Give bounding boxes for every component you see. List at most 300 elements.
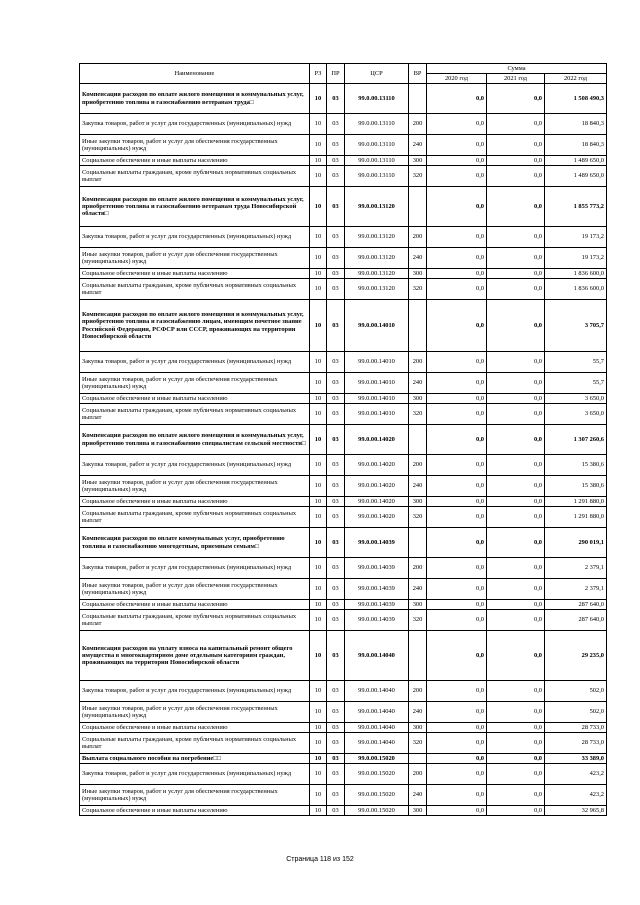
cell-2021: 0,0 xyxy=(487,248,545,269)
table-row xyxy=(80,579,607,600)
cell-vr: 200 xyxy=(409,681,427,702)
cell-csr: 99.0.00.14040 xyxy=(345,631,409,681)
table-row xyxy=(80,394,607,404)
table-row xyxy=(80,507,607,528)
cell-2021: 0,0 xyxy=(487,497,545,507)
cell-2020: 0,0 xyxy=(427,269,487,279)
cell-vr: 300 xyxy=(409,723,427,733)
cell-2021: 0,0 xyxy=(487,610,545,631)
cell-2021: 0,0 xyxy=(487,279,545,300)
cell-2022: 287 640,0 xyxy=(545,600,607,610)
cell-2021: 0,0 xyxy=(487,227,545,248)
cell-csr: 99.0.00.14039 xyxy=(345,579,409,600)
cell-pr: 03 xyxy=(327,269,345,279)
cell-2021: 0,0 xyxy=(487,702,545,723)
cell-pr: 03 xyxy=(327,681,345,702)
cell-name: Компенсация расходов по оплате жилого помещения и коммунальных услуг, приобретению топлива и газоснабжению лицам, имеющим почетное звание Российской Федерации, РСФСР или СССР, проживающих на территории Новосибирской области xyxy=(80,300,310,352)
cell-csr: 99.0.00.15020 xyxy=(345,806,409,816)
table-row xyxy=(80,404,607,425)
cell-2020: 0,0 xyxy=(427,476,487,497)
cell-csr: 99.0.00.14010 xyxy=(345,394,409,404)
cell-2022: 1 836 600,0 xyxy=(545,279,607,300)
header-name: Наименование xyxy=(80,64,310,84)
cell-2021: 0,0 xyxy=(487,754,545,764)
cell-name: Закупка товаров, работ и услуг для государственных (муниципальных) нужд xyxy=(80,114,310,135)
cell-2022: 502,0 xyxy=(545,681,607,702)
cell-csr: 99.0.00.14010 xyxy=(345,352,409,373)
cell-2020: 0,0 xyxy=(427,279,487,300)
table-row xyxy=(80,166,607,187)
table-row-heading xyxy=(80,300,607,352)
table-row-heading xyxy=(80,528,607,558)
cell-csr: 99.0.00.15020 xyxy=(345,785,409,806)
cell-name: Социальное обеспечение и иные выплаты населению xyxy=(80,156,310,166)
cell-csr: 99.0.00.14040 xyxy=(345,733,409,754)
cell-2020: 0,0 xyxy=(427,248,487,269)
table-row xyxy=(80,135,607,156)
cell-rz: 10 xyxy=(310,269,327,279)
cell-csr: 99.0.00.14020 xyxy=(345,497,409,507)
cell-2022: 1 489 650,0 xyxy=(545,156,607,166)
cell-name: Закупка товаров, работ и услуг для государственных (муниципальных) нужд xyxy=(80,764,310,785)
cell-name: Социальные выплаты гражданам, кроме публичных нормативных социальных выплат xyxy=(80,404,310,425)
cell-2021: 0,0 xyxy=(487,681,545,702)
cell-csr: 99.0.00.14040 xyxy=(345,702,409,723)
cell-name: Компенсация расходов по оплате коммунальных услуг, приобретению топлива и газоснабжению многодетным, приемным семьям□ xyxy=(80,528,310,558)
cell-pr: 03 xyxy=(327,600,345,610)
table-row-heading xyxy=(80,631,607,681)
cell-rz: 10 xyxy=(310,156,327,166)
cell-2022: 19 173,2 xyxy=(545,248,607,269)
cell-2020: 0,0 xyxy=(427,455,487,476)
cell-2022: 3 705,7 xyxy=(545,300,607,352)
cell-2022: 423,2 xyxy=(545,764,607,785)
cell-rz: 10 xyxy=(310,723,327,733)
cell-name: Иные закупки товаров, работ и услуг для обеспечения государственных (муниципальных) нужд xyxy=(80,785,310,806)
cell-rz: 10 xyxy=(310,579,327,600)
cell-2020: 0,0 xyxy=(427,600,487,610)
table-row-heading xyxy=(80,187,607,227)
table-row xyxy=(80,806,607,816)
cell-2021: 0,0 xyxy=(487,135,545,156)
cell-name: Закупка товаров, работ и услуг для государственных (муниципальных) нужд xyxy=(80,455,310,476)
cell-name: Иные закупки товаров, работ и услуг для обеспечения государственных (муниципальных) нужд xyxy=(80,579,310,600)
cell-vr xyxy=(409,528,427,558)
cell-rz: 10 xyxy=(310,631,327,681)
cell-vr: 300 xyxy=(409,600,427,610)
cell-rz: 10 xyxy=(310,84,327,114)
cell-rz: 10 xyxy=(310,227,327,248)
cell-rz: 10 xyxy=(310,476,327,497)
cell-vr: 300 xyxy=(409,806,427,816)
cell-vr: 240 xyxy=(409,373,427,394)
table-row xyxy=(80,785,607,806)
cell-pr: 03 xyxy=(327,300,345,352)
cell-2022: 1 855 773,2 xyxy=(545,187,607,227)
table-row xyxy=(80,558,607,579)
cell-2022: 55,7 xyxy=(545,352,607,373)
cell-2022: 28 733,0 xyxy=(545,733,607,754)
cell-2021: 0,0 xyxy=(487,187,545,227)
cell-rz: 10 xyxy=(310,404,327,425)
cell-2022: 287 640,0 xyxy=(545,610,607,631)
cell-pr: 03 xyxy=(327,114,345,135)
cell-pr: 03 xyxy=(327,558,345,579)
cell-rz: 10 xyxy=(310,806,327,816)
cell-2021: 0,0 xyxy=(487,373,545,394)
cell-vr: 240 xyxy=(409,785,427,806)
cell-vr: 300 xyxy=(409,497,427,507)
cell-vr: 320 xyxy=(409,610,427,631)
cell-2020: 0,0 xyxy=(427,425,487,455)
cell-2021: 0,0 xyxy=(487,394,545,404)
cell-2020: 0,0 xyxy=(427,507,487,528)
cell-name: Компенсация расходов по оплате жилого помещения и коммунальных услуг, приобретению топлива и газоснабжению ветеранам труда Новосибирской области□ xyxy=(80,187,310,227)
cell-csr: 99.0.00.14039 xyxy=(345,600,409,610)
cell-name: Социальные выплаты гражданам, кроме публичных нормативных социальных выплат xyxy=(80,733,310,754)
cell-vr: 240 xyxy=(409,135,427,156)
cell-2021: 0,0 xyxy=(487,600,545,610)
cell-pr: 03 xyxy=(327,425,345,455)
page-number: Страница 118 из 152 xyxy=(286,856,354,863)
cell-name: Закупка товаров, работ и услуг для государственных (муниципальных) нужд xyxy=(80,558,310,579)
cell-2022: 502,0 xyxy=(545,702,607,723)
cell-csr: 99.0.00.13110 xyxy=(345,114,409,135)
cell-name: Социальные выплаты гражданам, кроме публичных нормативных социальных выплат xyxy=(80,610,310,631)
cell-2021: 0,0 xyxy=(487,631,545,681)
cell-rz: 10 xyxy=(310,528,327,558)
cell-csr: 99.0.00.14020 xyxy=(345,507,409,528)
cell-2021: 0,0 xyxy=(487,84,545,114)
cell-vr: 300 xyxy=(409,156,427,166)
cell-rz: 10 xyxy=(310,248,327,269)
cell-pr: 03 xyxy=(327,702,345,723)
cell-vr: 200 xyxy=(409,114,427,135)
cell-2022: 1 508 490,3 xyxy=(545,84,607,114)
cell-name: Социальное обеспечение и иные выплаты населению xyxy=(80,497,310,507)
cell-rz: 10 xyxy=(310,507,327,528)
cell-rz: 10 xyxy=(310,455,327,476)
cell-rz: 10 xyxy=(310,279,327,300)
cell-name: Иные закупки товаров, работ и услуг для обеспечения государственных (муниципальных) нужд xyxy=(80,135,310,156)
cell-vr: 320 xyxy=(409,507,427,528)
cell-2022: 1 489 650,0 xyxy=(545,166,607,187)
cell-name: Закупка товаров, работ и услуг для государственных (муниципальных) нужд xyxy=(80,227,310,248)
cell-pr: 03 xyxy=(327,187,345,227)
cell-csr: 99.0.00.14010 xyxy=(345,373,409,394)
cell-2020: 0,0 xyxy=(427,352,487,373)
cell-2020: 0,0 xyxy=(427,497,487,507)
cell-csr: 99.0.00.13110 xyxy=(345,84,409,114)
cell-pr: 03 xyxy=(327,248,345,269)
cell-csr: 99.0.00.14039 xyxy=(345,528,409,558)
cell-2022: 2 379,1 xyxy=(545,579,607,600)
cell-rz: 10 xyxy=(310,300,327,352)
cell-vr: 320 xyxy=(409,404,427,425)
cell-name: Компенсация расходов по оплате жилого помещения и коммунальных услуг, приобретению топлива и газоснабжению специалистам сельской местности□ xyxy=(80,425,310,455)
cell-csr: 99.0.00.14010 xyxy=(345,404,409,425)
cell-csr: 99.0.00.14040 xyxy=(345,723,409,733)
cell-csr: 99.0.00.15020 xyxy=(345,754,409,764)
cell-rz: 10 xyxy=(310,764,327,785)
cell-vr: 320 xyxy=(409,733,427,754)
cell-name: Иные закупки товаров, работ и услуг для обеспечения государственных (муниципальных) нужд xyxy=(80,248,310,269)
budget-table-page xyxy=(79,63,606,816)
cell-pr: 03 xyxy=(327,227,345,248)
cell-pr: 03 xyxy=(327,528,345,558)
table-row xyxy=(80,279,607,300)
cell-2021: 0,0 xyxy=(487,269,545,279)
cell-csr: 99.0.00.14010 xyxy=(345,300,409,352)
cell-2020: 0,0 xyxy=(427,187,487,227)
cell-pr: 03 xyxy=(327,497,345,507)
cell-csr: 99.0.00.14020 xyxy=(345,455,409,476)
cell-2022: 18 840,3 xyxy=(545,135,607,156)
cell-2021: 0,0 xyxy=(487,733,545,754)
cell-2020: 0,0 xyxy=(427,723,487,733)
cell-pr: 03 xyxy=(327,156,345,166)
header-vr: ВР xyxy=(409,64,427,84)
header-2022: 2022 год xyxy=(545,74,607,84)
cell-2020: 0,0 xyxy=(427,135,487,156)
table-row xyxy=(80,227,607,248)
table-row xyxy=(80,156,607,166)
cell-2022: 423,2 xyxy=(545,785,607,806)
table-row-heading xyxy=(80,754,607,764)
cell-name: Иные закупки товаров, работ и услуг для обеспечения государственных (муниципальных) нужд xyxy=(80,702,310,723)
cell-2022: 1 836 600,0 xyxy=(545,269,607,279)
cell-2022: 15 380,6 xyxy=(545,455,607,476)
cell-2021: 0,0 xyxy=(487,476,545,497)
cell-csr: 99.0.00.14020 xyxy=(345,476,409,497)
cell-vr: 300 xyxy=(409,269,427,279)
table-row xyxy=(80,600,607,610)
cell-2020: 0,0 xyxy=(427,579,487,600)
cell-rz: 10 xyxy=(310,733,327,754)
budget-table xyxy=(79,63,607,816)
cell-vr: 200 xyxy=(409,455,427,476)
table-row xyxy=(80,497,607,507)
table-row xyxy=(80,723,607,733)
cell-2021: 0,0 xyxy=(487,425,545,455)
cell-rz: 10 xyxy=(310,394,327,404)
cell-2021: 0,0 xyxy=(487,507,545,528)
cell-name: Закупка товаров, работ и услуг для государственных (муниципальных) нужд xyxy=(80,352,310,373)
cell-2021: 0,0 xyxy=(487,455,545,476)
cell-2020: 0,0 xyxy=(427,114,487,135)
cell-2020: 0,0 xyxy=(427,754,487,764)
cell-csr: 99.0.00.13120 xyxy=(345,248,409,269)
cell-pr: 03 xyxy=(327,723,345,733)
cell-2020: 0,0 xyxy=(427,394,487,404)
cell-vr: 240 xyxy=(409,702,427,723)
cell-vr: 320 xyxy=(409,166,427,187)
cell-2022: 29 235,0 xyxy=(545,631,607,681)
cell-rz: 10 xyxy=(310,754,327,764)
cell-2020: 0,0 xyxy=(427,373,487,394)
cell-2021: 0,0 xyxy=(487,806,545,816)
cell-pr: 03 xyxy=(327,394,345,404)
cell-2020: 0,0 xyxy=(427,166,487,187)
cell-rz: 10 xyxy=(310,114,327,135)
cell-vr xyxy=(409,631,427,681)
cell-pr: 03 xyxy=(327,631,345,681)
cell-2022: 3 650,0 xyxy=(545,404,607,425)
table-row xyxy=(80,269,607,279)
table-row xyxy=(80,476,607,497)
cell-2022: 32 965,8 xyxy=(545,806,607,816)
cell-vr: 200 xyxy=(409,764,427,785)
cell-2022: 1 291 880,0 xyxy=(545,497,607,507)
cell-vr: 240 xyxy=(409,476,427,497)
cell-pr: 03 xyxy=(327,404,345,425)
cell-2021: 0,0 xyxy=(487,166,545,187)
table-row xyxy=(80,248,607,269)
cell-vr: 200 xyxy=(409,227,427,248)
cell-rz: 10 xyxy=(310,702,327,723)
table-row xyxy=(80,681,607,702)
cell-name: Социальное обеспечение и иные выплаты населению xyxy=(80,806,310,816)
cell-name: Компенсация расходов на уплату взноса на капитальный ремонт общего имущества в многоквартирном доме отдельным категориям граждан, проживающих на территории Новосибирской области xyxy=(80,631,310,681)
cell-2022: 28 733,0 xyxy=(545,723,607,733)
cell-2021: 0,0 xyxy=(487,528,545,558)
cell-rz: 10 xyxy=(310,785,327,806)
cell-name: Социальное обеспечение и иные выплаты населению xyxy=(80,600,310,610)
cell-2020: 0,0 xyxy=(427,404,487,425)
cell-2021: 0,0 xyxy=(487,114,545,135)
header-sum: Сумма xyxy=(427,64,607,74)
cell-2021: 0,0 xyxy=(487,558,545,579)
cell-rz: 10 xyxy=(310,558,327,579)
cell-name: Социальные выплаты гражданам, кроме публичных нормативных социальных выплат xyxy=(80,166,310,187)
cell-name: Компенсация расходов по оплате жилого помещения и коммунальных услуг, приобретению топлива и газоснабжению ветеранам труда□ xyxy=(80,84,310,114)
cell-2022: 33 389,0 xyxy=(545,754,607,764)
cell-pr: 03 xyxy=(327,754,345,764)
cell-name: Социальное обеспечение и иные выплаты населению xyxy=(80,723,310,733)
header-rz: РЗ xyxy=(310,64,327,84)
table-row xyxy=(80,455,607,476)
cell-csr: 99.0.00.13110 xyxy=(345,166,409,187)
cell-2020: 0,0 xyxy=(427,806,487,816)
cell-vr: 200 xyxy=(409,352,427,373)
cell-2020: 0,0 xyxy=(427,631,487,681)
cell-2022: 2 379,1 xyxy=(545,558,607,579)
cell-name: Иные закупки товаров, работ и услуг для обеспечения государственных (муниципальных) нужд xyxy=(80,476,310,497)
cell-2022: 19 173,2 xyxy=(545,227,607,248)
table-row xyxy=(80,764,607,785)
cell-2020: 0,0 xyxy=(427,84,487,114)
cell-2020: 0,0 xyxy=(427,733,487,754)
cell-pr: 03 xyxy=(327,135,345,156)
cell-csr: 99.0.00.13120 xyxy=(345,187,409,227)
cell-2020: 0,0 xyxy=(427,528,487,558)
cell-2020: 0,0 xyxy=(427,702,487,723)
cell-vr: 320 xyxy=(409,279,427,300)
cell-pr: 03 xyxy=(327,579,345,600)
cell-2022: 1 307 260,6 xyxy=(545,425,607,455)
cell-csr: 99.0.00.14039 xyxy=(345,610,409,631)
table-row xyxy=(80,733,607,754)
cell-pr: 03 xyxy=(327,764,345,785)
header-csr: ЦСР xyxy=(345,64,409,84)
table-row xyxy=(80,610,607,631)
cell-rz: 10 xyxy=(310,425,327,455)
cell-pr: 03 xyxy=(327,476,345,497)
cell-pr: 03 xyxy=(327,166,345,187)
cell-2021: 0,0 xyxy=(487,764,545,785)
header-2020: 2020 год xyxy=(427,74,487,84)
cell-name: Выплата социального пособия на погребение□□ xyxy=(80,754,310,764)
cell-2021: 0,0 xyxy=(487,156,545,166)
cell-2020: 0,0 xyxy=(427,610,487,631)
table-row xyxy=(80,702,607,723)
cell-2021: 0,0 xyxy=(487,785,545,806)
cell-2020: 0,0 xyxy=(427,558,487,579)
cell-vr xyxy=(409,754,427,764)
cell-csr: 99.0.00.13110 xyxy=(345,156,409,166)
cell-name: Социальные выплаты гражданам, кроме публичных нормативных социальных выплат xyxy=(80,279,310,300)
cell-vr xyxy=(409,187,427,227)
table-header xyxy=(80,64,607,84)
cell-2022: 55,7 xyxy=(545,373,607,394)
cell-csr: 99.0.00.14039 xyxy=(345,558,409,579)
cell-pr: 03 xyxy=(327,806,345,816)
cell-rz: 10 xyxy=(310,352,327,373)
cell-name: Иные закупки товаров, работ и услуг для обеспечения государственных (муниципальных) нужд xyxy=(80,373,310,394)
cell-rz: 10 xyxy=(310,187,327,227)
cell-pr: 03 xyxy=(327,373,345,394)
cell-pr: 03 xyxy=(327,84,345,114)
cell-2022: 290 019,1 xyxy=(545,528,607,558)
cell-vr xyxy=(409,425,427,455)
cell-2022: 3 650,0 xyxy=(545,394,607,404)
cell-csr: 99.0.00.13120 xyxy=(345,227,409,248)
table-body xyxy=(80,84,607,816)
cell-2021: 0,0 xyxy=(487,404,545,425)
cell-name: Социальные выплаты гражданам, кроме публичных нормативных социальных выплат xyxy=(80,507,310,528)
cell-csr: 99.0.00.14020 xyxy=(345,425,409,455)
cell-rz: 10 xyxy=(310,610,327,631)
cell-name: Закупка товаров, работ и услуг для государственных (муниципальных) нужд xyxy=(80,681,310,702)
table-row xyxy=(80,373,607,394)
cell-pr: 03 xyxy=(327,610,345,631)
cell-2020: 0,0 xyxy=(427,300,487,352)
cell-2020: 0,0 xyxy=(427,785,487,806)
cell-rz: 10 xyxy=(310,135,327,156)
cell-name: Социальное обеспечение и иные выплаты населению xyxy=(80,394,310,404)
cell-csr: 99.0.00.15020 xyxy=(345,764,409,785)
cell-2020: 0,0 xyxy=(427,156,487,166)
table-row-heading xyxy=(80,84,607,114)
cell-csr: 99.0.00.13110 xyxy=(345,135,409,156)
header-pr: ПР xyxy=(327,64,345,84)
cell-csr: 99.0.00.13120 xyxy=(345,279,409,300)
cell-rz: 10 xyxy=(310,166,327,187)
cell-name: Социальное обеспечение и иные выплаты населению xyxy=(80,269,310,279)
cell-2022: 15 380,6 xyxy=(545,476,607,497)
cell-pr: 03 xyxy=(327,507,345,528)
cell-pr: 03 xyxy=(327,455,345,476)
cell-pr: 03 xyxy=(327,785,345,806)
cell-vr: 200 xyxy=(409,558,427,579)
cell-vr: 240 xyxy=(409,579,427,600)
cell-csr: 99.0.00.13120 xyxy=(345,269,409,279)
cell-2022: 1 291 880,0 xyxy=(545,507,607,528)
cell-2020: 0,0 xyxy=(427,227,487,248)
cell-vr: 240 xyxy=(409,248,427,269)
cell-2021: 0,0 xyxy=(487,300,545,352)
table-row-heading xyxy=(80,425,607,455)
